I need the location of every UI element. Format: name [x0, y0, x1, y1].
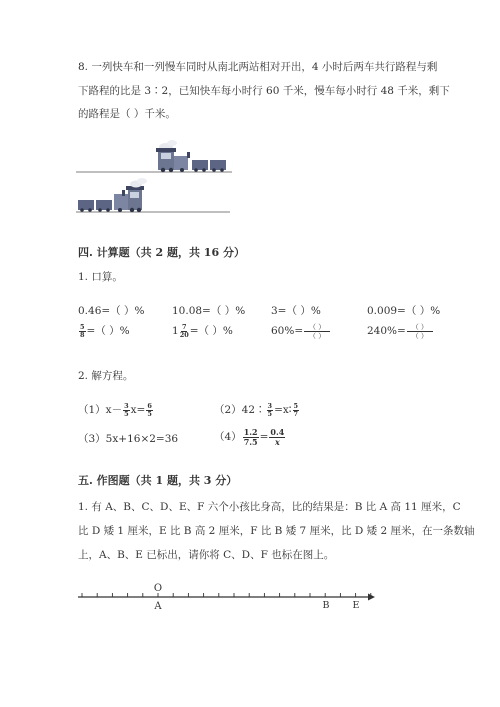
fraction-blank-h: $\frac{( )}{( )}$: [407, 323, 433, 340]
section-4-title: 四. 计算题（共 2 题，共 16 分）: [78, 246, 245, 259]
label-e: E: [352, 600, 360, 611]
oral-item-f: 1 $\frac{7}{20}$ =（ ）%: [172, 322, 233, 339]
oral-item-h: 240%= $\frac{( )}{( )}$: [367, 320, 434, 342]
equation-2: （2）42∶ $\frac{3}{5}$ =x∶ $\frac{5}{7}$: [214, 401, 299, 418]
equation-3: （3）5x+16×2=36: [78, 433, 179, 445]
question-8-line-2: 下路程的比是 3∶2，已知快车每小时行 60 千米，慢车每小时行 48 千米，剩下: [78, 85, 450, 97]
question-8-line-1: 8. 一列快车和一列慢车同时从南北两站相对开出，4 小时后两车共行路程与剩: [78, 61, 438, 73]
fraction-f: $\frac{7}{20}$: [179, 322, 189, 339]
question-8-line-3: 的路程是（ ）千米。: [78, 108, 176, 120]
oral-item-c: 3=（ ）%: [271, 305, 321, 317]
oral-item-g: 60%= $\frac{( )}{( )}$: [271, 320, 331, 342]
oral-item-d: 0.009=（ ）%: [367, 305, 441, 317]
fraction-e: $\frac{5}{8}$: [80, 322, 85, 339]
label-b: B: [322, 600, 330, 611]
train-illustration: [70, 138, 240, 218]
section-5-line-3: 上，A、B、E 已标出，请你将 C、D、F 也标在图上。: [78, 549, 335, 561]
label-a: A: [154, 601, 162, 612]
equation-4: （4） $\frac{1.2}{7.5}$ = $\frac{0.4}{x}$: [214, 426, 285, 447]
oral-item-a: 0.46=（ ）%: [78, 305, 145, 317]
section-5-line-1: 1. 有 A、B、C、D、E、F 六个小孩比身高，比的结果是：B 比 A 高 11 厘米，C: [78, 501, 461, 513]
fraction-blank-g: $\frac{( )}{( )}$: [304, 323, 330, 340]
label-origin: O: [153, 583, 163, 594]
equation-1: （1）x－ $\frac{3}{5}$ x= $\frac{6}{5}$: [78, 401, 152, 418]
top-train-image: [156, 140, 226, 172]
oral-item-e: $\frac{5}{8}$ =（ ）%: [80, 322, 130, 339]
section-5-title: 五. 作图题（共 1 题，共 3 分）: [78, 474, 238, 487]
oral-item-b: 10.08=（ ）%: [172, 305, 246, 317]
bottom-train-image: [78, 178, 147, 212]
question-2-title: 2. 解方程。: [78, 370, 134, 382]
number-line: [70, 580, 380, 614]
question-1-title: 1. 口算。: [78, 271, 123, 283]
number-line-arrow: [368, 594, 375, 601]
section-5-line-2: 比 D 矮 1 厘米，E 比 B 高 2 厘米，F 比 B 矮 7 厘米，比 D 矮 2 厘米，在一条数轴: [78, 525, 475, 537]
